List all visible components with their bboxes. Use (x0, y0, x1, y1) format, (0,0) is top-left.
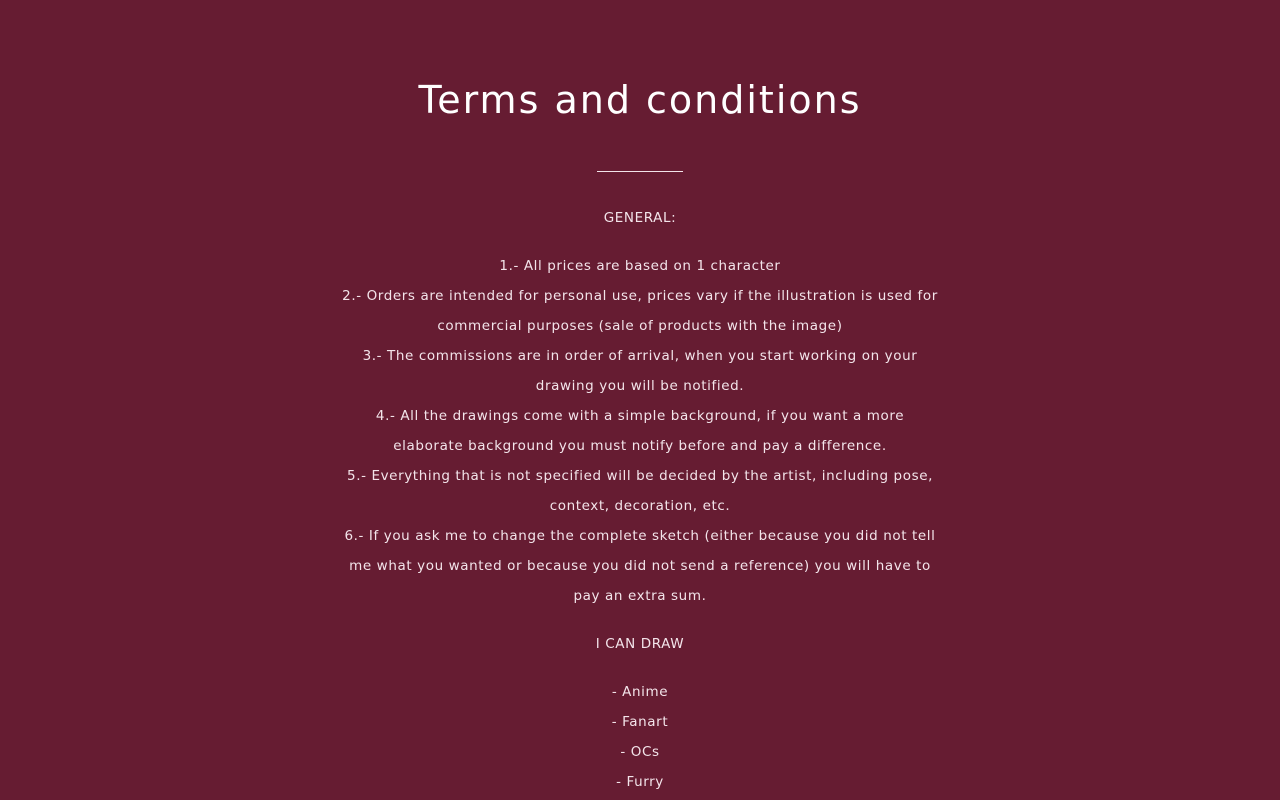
rule-item: 3.- The commissions are in order of arrival, when you start working on your drawing you will be notified. (362, 348, 918, 394)
rule-item: 5.- Everything that is not specified will be decided by the artist, including pose, context, decoration, etc. (347, 468, 933, 514)
terms-content (340, 203, 940, 797)
rule-item: 6.- If you ask me to change the complete sketch (either because you did not tell me what you wanted or because you did not send a reference) you will have to pay an extra sum. (344, 528, 936, 604)
page-title: Terms and conditions (418, 78, 862, 122)
rule-item: 1.- All prices are based on 1 character (499, 258, 781, 274)
can-draw-list (340, 677, 940, 797)
general-rules-list (340, 251, 940, 611)
can-draw-item: - Furry (616, 774, 664, 790)
general-heading: GENERAL: (603, 210, 677, 226)
can-draw-item: - Anime (611, 684, 669, 700)
can-draw-item: - Fanart (611, 714, 669, 730)
title-divider (597, 171, 683, 172)
can-draw-item: - OCs (620, 744, 660, 760)
can-draw-heading: I CAN DRAW (595, 636, 685, 652)
rule-item: 2.- Orders are intended for personal use, prices vary if the illustration is used for commercial purposes (sale of products with the image) (342, 288, 938, 334)
rule-item: 4.- All the drawings come with a simple background, if you want a more elaborate background you must notify before and pay a difference. (375, 408, 905, 454)
